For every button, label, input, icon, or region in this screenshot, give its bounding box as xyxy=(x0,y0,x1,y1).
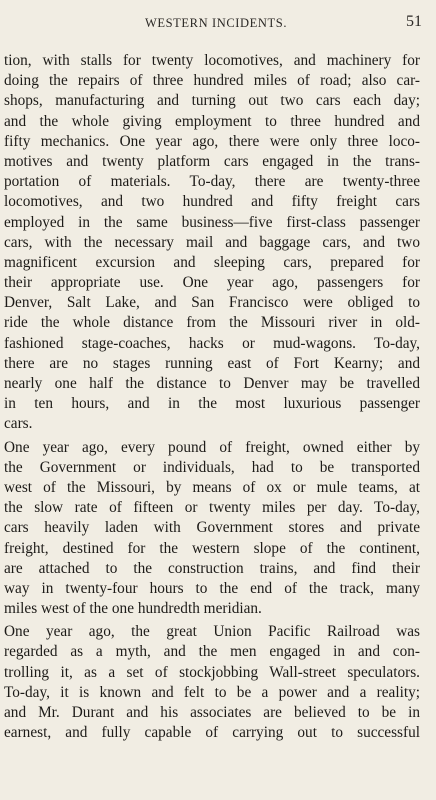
text-line: motives and twenty platform cars engaged in the trans- xyxy=(4,152,420,170)
text-line: Denver, Salt Lake, and San Francisco were obliged to xyxy=(4,294,420,312)
text-line: and Mr. Durant and his associates are believed to be in xyxy=(4,704,420,721)
text-line: ride the whole distance from the Missouri river in old- xyxy=(4,314,420,332)
text-line: fifty mechanics. One year ago, there were only three loco- xyxy=(4,132,420,150)
text-line: tion, with stalls for twenty locomotives, and machinery for xyxy=(4,52,420,69)
paragraph-1 xyxy=(4,51,420,435)
text-line: miles west of the one hundredth meridian. xyxy=(4,600,262,618)
text-line: freight, destined for the western slope of the continent, xyxy=(4,539,420,557)
text-line: portation of materials. To-day, there are twenty-three xyxy=(4,173,420,191)
text-line: trolling it, as a set of stockjobbing Wall-street speculators. xyxy=(4,663,420,681)
text-line: in ten hours, and in the most luxurious passenger xyxy=(4,395,420,413)
text-line: shops, manufacturing and turning out two cars each day; xyxy=(4,92,420,110)
paragraph-2 xyxy=(4,438,420,620)
text-line: there are no stages running east of Fort Kearny; and xyxy=(4,354,420,372)
text-line: west of the Missouri, by means of ox or mule teams, at xyxy=(4,478,420,496)
text-line: doing the repairs of three hundred miles of road; also car- xyxy=(4,72,420,90)
text-line: employed in the same business—five first-class passenger xyxy=(4,213,420,231)
text-line: nearly one half the distance to Denver may be travelled xyxy=(4,375,420,392)
paragraph-3 xyxy=(4,622,420,743)
text-line: fashioned stage-coaches, hacks or mud-wagons. To-day, xyxy=(4,334,420,352)
text-line: One year ago, the great Union Pacific Railroad was xyxy=(4,623,420,641)
text-line: their appropriate use. One year ago, passengers for xyxy=(4,274,420,292)
page-header xyxy=(0,13,436,36)
text-line: the Government or individuals, had to be transported xyxy=(4,458,420,476)
text-line: One year ago, every pound of freight, owned either by xyxy=(4,438,420,456)
text-line: locomotives, and two hundred and fifty freight cars xyxy=(4,193,420,211)
page-number: 51 xyxy=(406,13,422,30)
text-line: cars. xyxy=(4,415,33,433)
text-line: cars heavily laden with Government stores and private xyxy=(4,519,420,537)
text-line: are attached to the construction trains, and find their xyxy=(4,559,420,577)
text-line: regarded as a myth, and the men engaged in and con- xyxy=(4,643,420,661)
text-line: To-day, it is known and felt to be a power and a reality; xyxy=(4,683,420,701)
text-line: the slow rate of fifteen or twenty miles per day. To-day, xyxy=(4,499,420,517)
text-line: and the whole giving employment to three hundred and xyxy=(4,112,420,130)
text-line: cars, with the necessary mail and baggage cars, and two xyxy=(4,233,420,251)
body-text xyxy=(4,51,420,743)
running-head: WESTERN INCIDENTS. xyxy=(145,16,288,30)
text-line: earnest, and fully capable of carrying out to successful xyxy=(4,724,420,742)
text-line: magnificent excursion and sleeping cars, prepared for xyxy=(4,253,420,271)
text-line: way in twenty-four hours to the end of the track, many xyxy=(4,579,420,597)
